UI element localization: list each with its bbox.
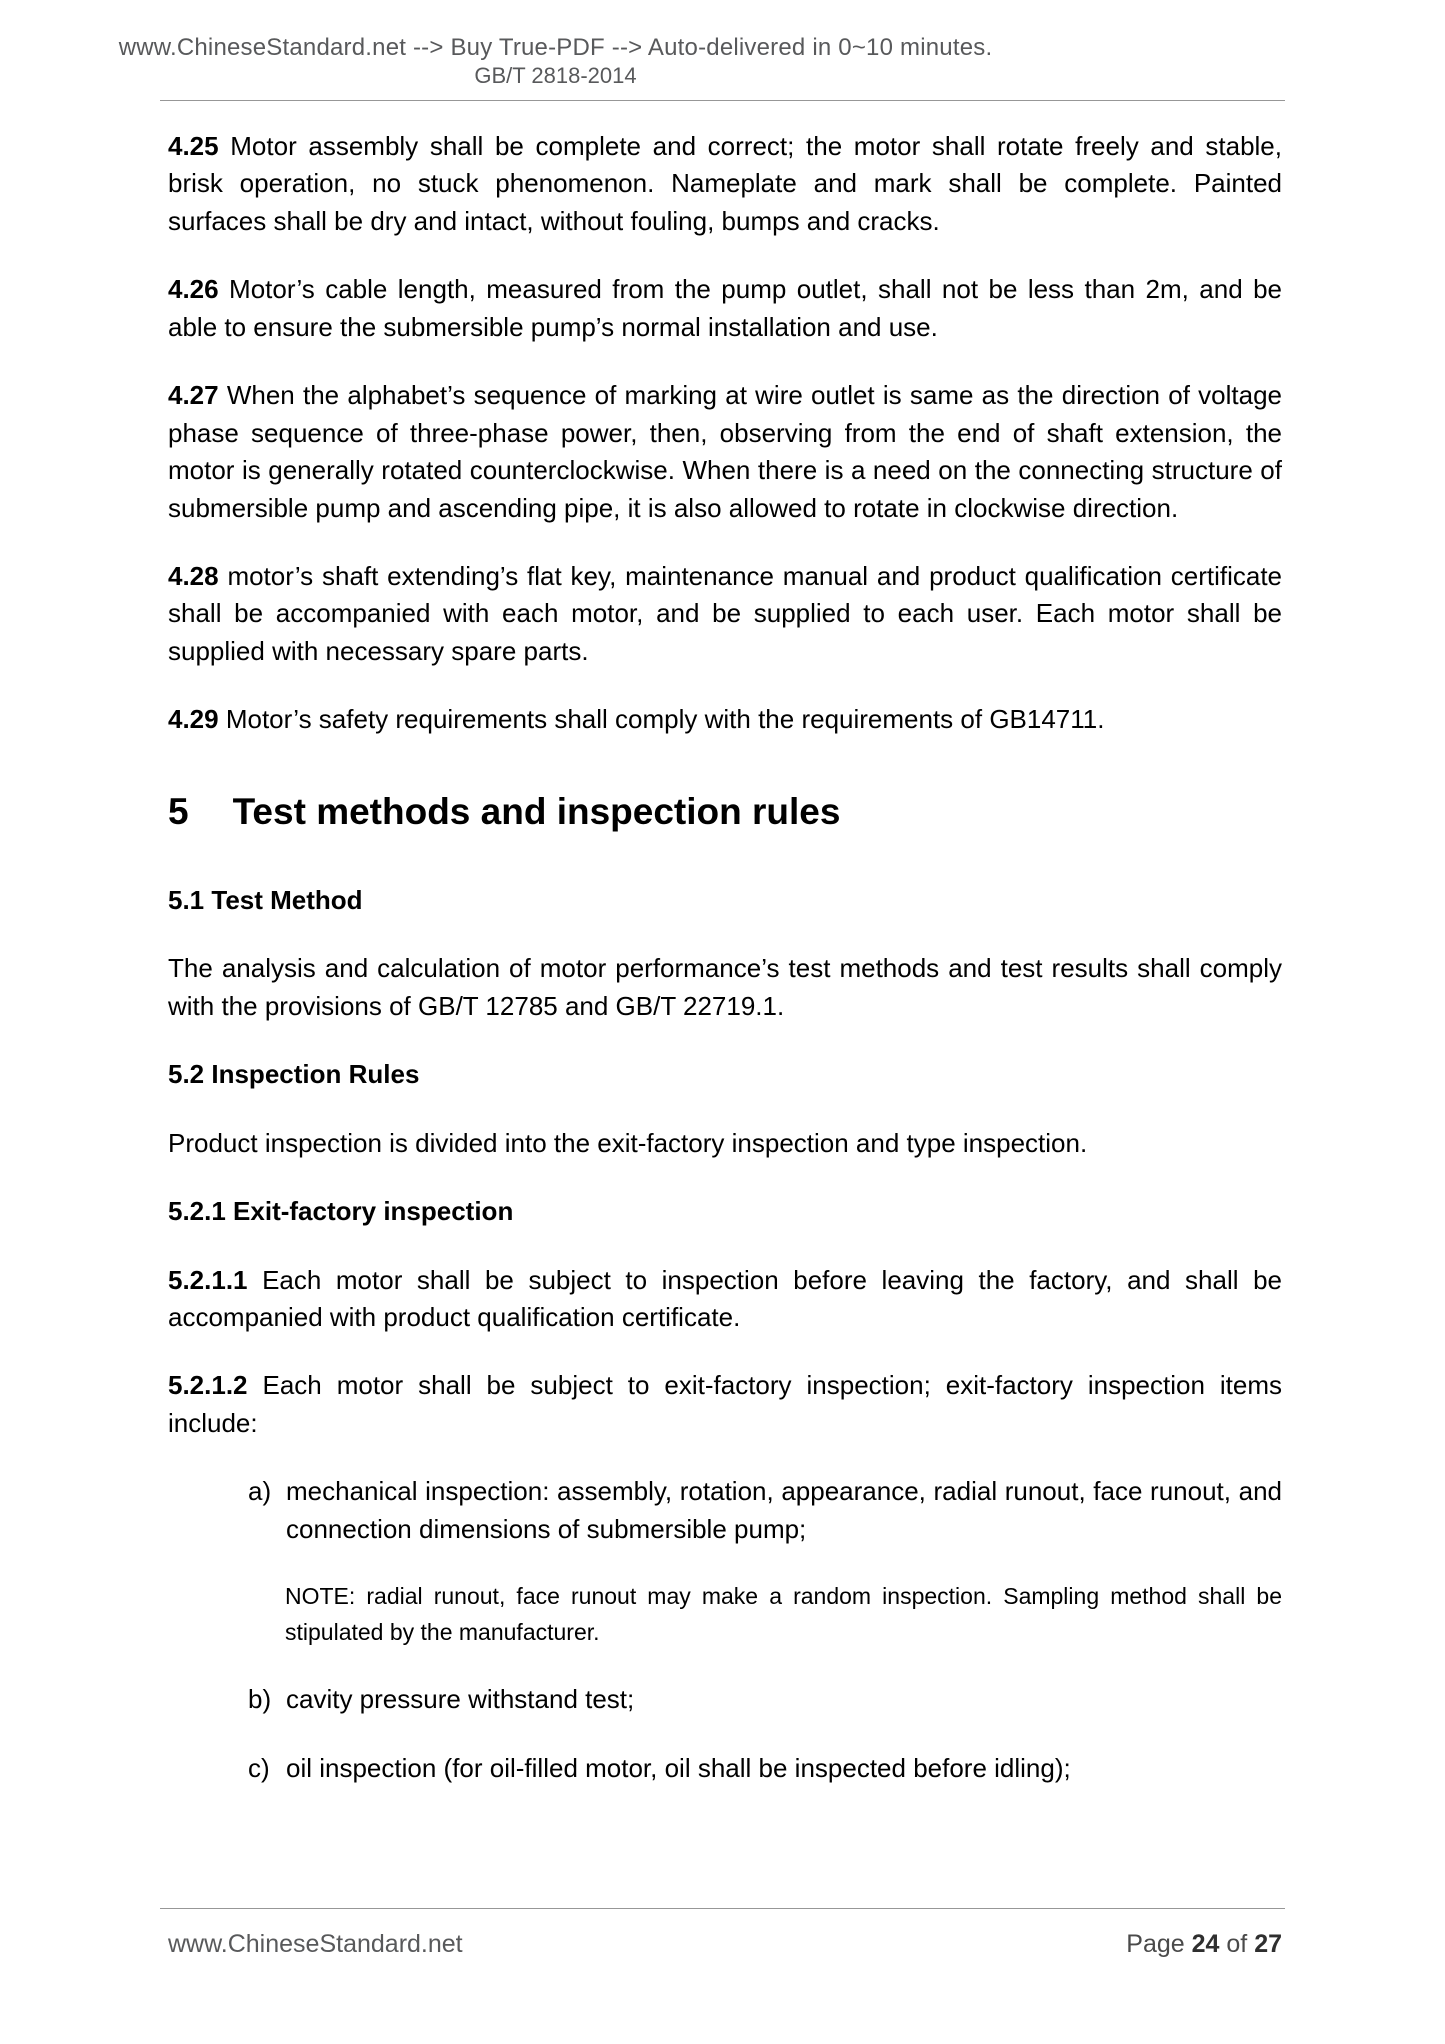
clause-number: 4.29 [168, 704, 219, 735]
paragraph-5-2-body [168, 1125, 1282, 1162]
clause-text: motor’s shaft extending’s flat key, maintenance manual and product qualification certificate shall be accompanied with each motor, and be supplied to each user. Each motor shall be supplied with necessary spare parts. [168, 560, 1282, 666]
clause-number: 4.28 [168, 560, 219, 591]
list-item-label: b) [248, 1684, 272, 1715]
header-promo-text: www.ChineseStandard.net --> Buy True-PDF --> Auto-delivered in 0~10 minutes. [118, 34, 993, 61]
page-current: 24 [1191, 1930, 1220, 1958]
page-label: Page [1126, 1930, 1185, 1958]
clause-text: Product inspection is divided into the exit-factory inspection and type inspection. [168, 1127, 1088, 1158]
paragraph-4-28 [168, 558, 1282, 670]
page-footer [168, 1930, 1282, 1959]
paragraph-4-25 [168, 128, 1282, 240]
heading-5-1: 5.1 Test Method [168, 884, 363, 915]
page-of-label: of [1226, 1930, 1248, 1958]
page-total: 27 [1254, 1930, 1282, 1958]
paragraph-5-1-body [168, 950, 1282, 1025]
paragraph-5-2-1-1 [168, 1262, 1282, 1337]
list-item-text: oil inspection (for oil-filled motor, oil shall be inspected before idling); [286, 1752, 1071, 1783]
document-content [168, 128, 1282, 1818]
paragraph-4-27 [168, 377, 1282, 527]
clause-number: 5.2.1.2 [168, 1370, 248, 1401]
clause-text: Each motor shall be subject to exit-factory inspection; exit-factory inspection items include: [168, 1370, 1282, 1438]
footer-rule [160, 1908, 1285, 1909]
clause-text: Motor’s cable length, measured from the pump outlet, shall not be less than 2m, and be able to ensure the submersible pump’s normal installation and use. [168, 274, 1282, 342]
heading-5-2-1: 5.2.1 Exit-factory inspection [168, 1196, 514, 1227]
list-item-label: a) [248, 1476, 272, 1507]
list-item-c [248, 1750, 1282, 1787]
doc-number: GB/T 2818-2014 [474, 63, 637, 88]
list-item-label: c) [248, 1752, 270, 1783]
list-item-text: cavity pressure withstand test; [286, 1684, 635, 1715]
note-paragraph: NOTE: radial runout, face runout may make a random inspection. Sampling method shall be stipulated by the manufacturer. [285, 1583, 1282, 1645]
clause-number: 4.27 [168, 380, 219, 411]
clause-number: 5.2.1.1 [168, 1264, 248, 1295]
clause-text: Motor’s safety requirements shall comply with the requirements of GB14711. [225, 704, 1105, 735]
page-header [108, 34, 1003, 89]
clause-text: The analysis and calculation of motor performance’s test methods and test results shall comply with the provisions of GB/T 12785 and GB/T 22719.1. [168, 953, 1282, 1021]
section-number: 5 [168, 790, 189, 832]
section-5-heading [168, 785, 1282, 838]
page-indicator [1126, 1930, 1282, 1959]
header-rule [160, 100, 1285, 101]
clause-text: Each motor shall be subject to inspection before leaving the factory, and shall be accompanied with product qualification certificate. [168, 1264, 1282, 1333]
heading-5-2: 5.2 Inspection Rules [168, 1059, 420, 1090]
footer-site-link: www.ChineseStandard.net [168, 1930, 463, 1958]
clause-text: Motor assembly shall be complete and correct; the motor shall rotate freely and stable, brisk operation, no stuck phenomenon. Nameplate and mark shall be complete. Painted surfaces shall be dry and intact, without fouling, bumps and cracks. [168, 131, 1282, 236]
paragraph-5-2-1-2 [168, 1367, 1282, 1442]
list-item-text: mechanical inspection: assembly, rotation, appearance, radial runout, face runout, and connection dimensions of submersible pump; [286, 1476, 1282, 1544]
clause-number: 4.26 [168, 274, 219, 305]
paragraph-4-29 [168, 701, 1282, 738]
paragraph-4-26 [168, 271, 1282, 346]
clause-text: When the alphabet’s sequence of marking at wire outlet is same as the direction of voltage phase sequence of three-phase power, then, observing from the end of shaft extension, the motor is generally rotated counterclockwise. When there is a need on the connecting structure of submersible pump and ascending pipe, it is also allowed to rotate in clockwise direction. [168, 380, 1282, 523]
list-item-b [248, 1681, 1282, 1718]
section-title: Test methods and inspection rules [232, 790, 841, 832]
clause-number: 4.25 [168, 131, 219, 161]
list-item-a [248, 1473, 1282, 1548]
